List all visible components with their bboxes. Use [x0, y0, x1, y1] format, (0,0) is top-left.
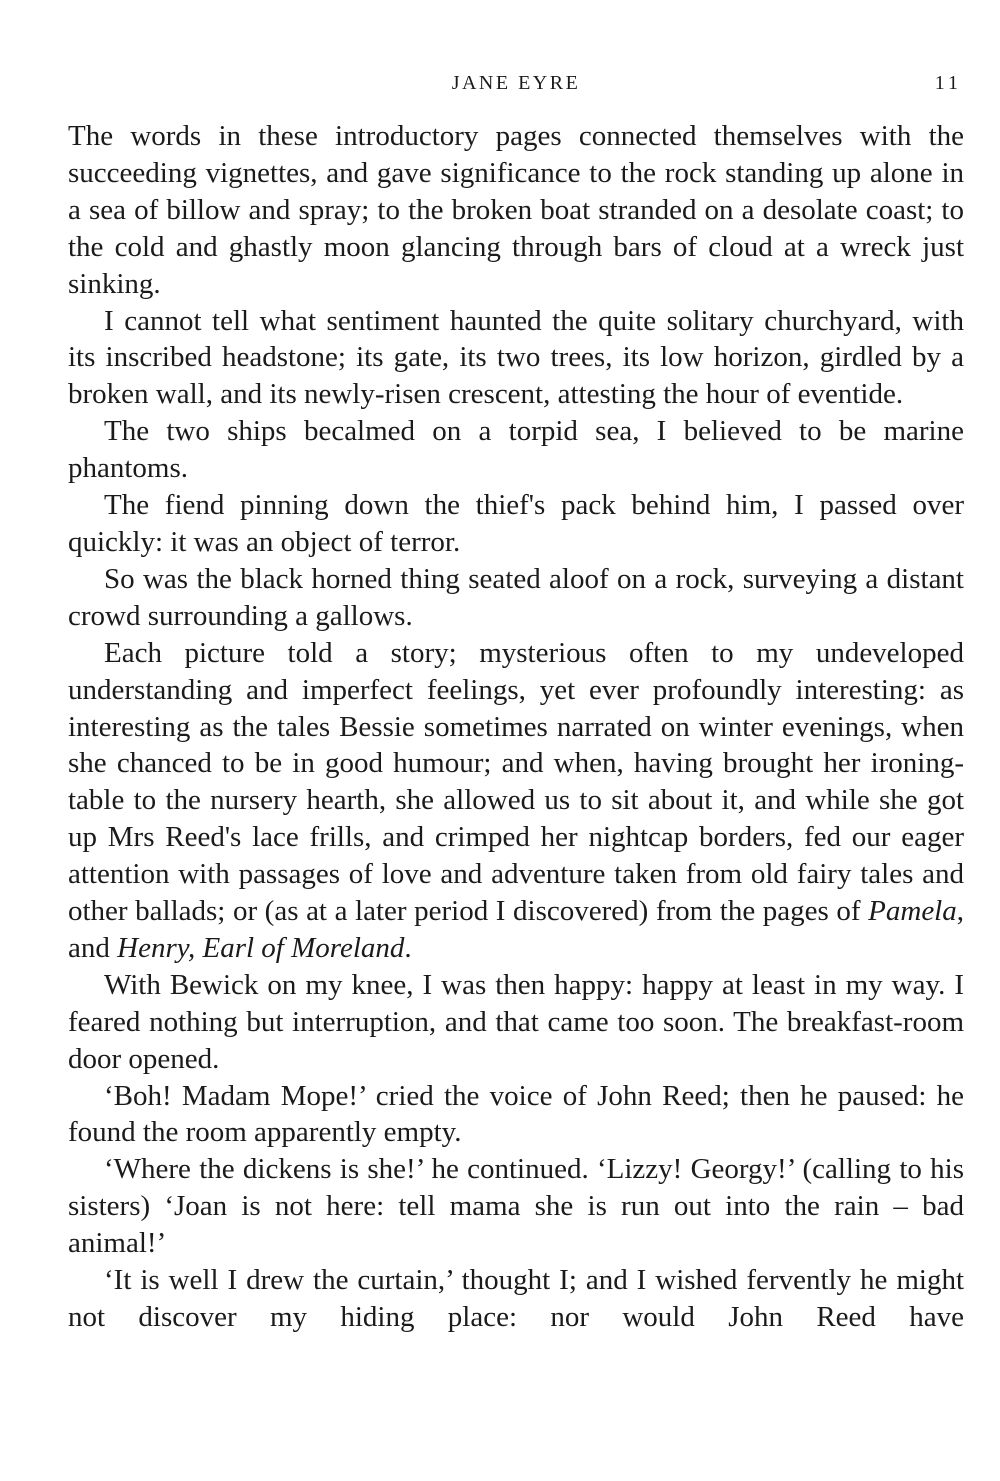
paragraph-7: With Bewick on my knee, I was then happy: happy at least in my way. I feared nothing but interruption, and that came too soon. The breakfast-room door opened. — [68, 968, 964, 1075]
page-number: 11 — [934, 72, 962, 94]
title-separator: , and — [68, 895, 964, 964]
running-head — [68, 60, 964, 100]
paragraph-6 — [68, 635, 964, 967]
paragraph-8: ‘Boh! Madam Mope!’ cried the voice of John Reed; then he paused: he found the room apparently empty. — [68, 1079, 964, 1149]
running-title: JANE EYRE — [451, 72, 581, 94]
title-end: . — [404, 931, 412, 964]
paragraph-4: The fiend pinning down the thief's pack behind him, I passed over quickly: it was an object of terror. — [68, 489, 964, 558]
paragraph-9: ‘Where the dickens is she!’ he continued. ‘Lizzy! Georgy!’ (calling to his sisters) ‘Joan is not here: tell mama she is run out into the rain – bad animal!’ — [68, 1153, 964, 1260]
paragraph-10: ‘It is well I drew the curtain,’ thought I; and I wished fervently he might not discover my hiding place: nor would John Reed have — [68, 1264, 964, 1333]
body-text — [68, 118, 964, 1336]
paragraph-6-text: Each picture told a story; mysterious often to my undeveloped understanding and imperfect feelings, yet ever profoundly interesting: as interesting as the tales Bessie sometimes narrated on winter evenings, when she chanced to be in good humour; and when, having brought her ironing-table to the nursery hearth, she allowed us to sit about it, and while she got up Mrs Reed's lace frills, and crimped her nightcap borders, fed our eager attention with passages of love and adventure taken from old fairy tales and other ballads; or (as at a later period I discovered) from the pages of — [68, 636, 964, 928]
paragraph-1: The words in these introductory pages connected themselves with the succeeding vignettes, and gave significance to the rock standing up alone in a sea of billow and spray; to the broken boat stranded on a desolate coast; to the cold and ghastly moon glancing through bars of cloud at a wreck just sinking. — [68, 120, 964, 300]
book-page — [68, 60, 964, 1336]
title-henry: Henry, Earl of Moreland — [117, 931, 405, 964]
paragraph-5: So was the black horned thing seated aloof on a rock, surveying a distant crowd surrounding a gallows. — [68, 562, 964, 632]
paragraph-3: The two ships becalmed on a torpid sea, I believed to be marine phantoms. — [68, 415, 964, 485]
title-pamela: Pamela — [868, 895, 957, 928]
paragraph-2: I cannot tell what sentiment haunted the quite solitary churchyard, with its inscribed headstone; its gate, its two trees, its low horizon, girdled by a broken wall, and its newly-risen crescent, attesting the hour of eventide. — [68, 304, 964, 411]
